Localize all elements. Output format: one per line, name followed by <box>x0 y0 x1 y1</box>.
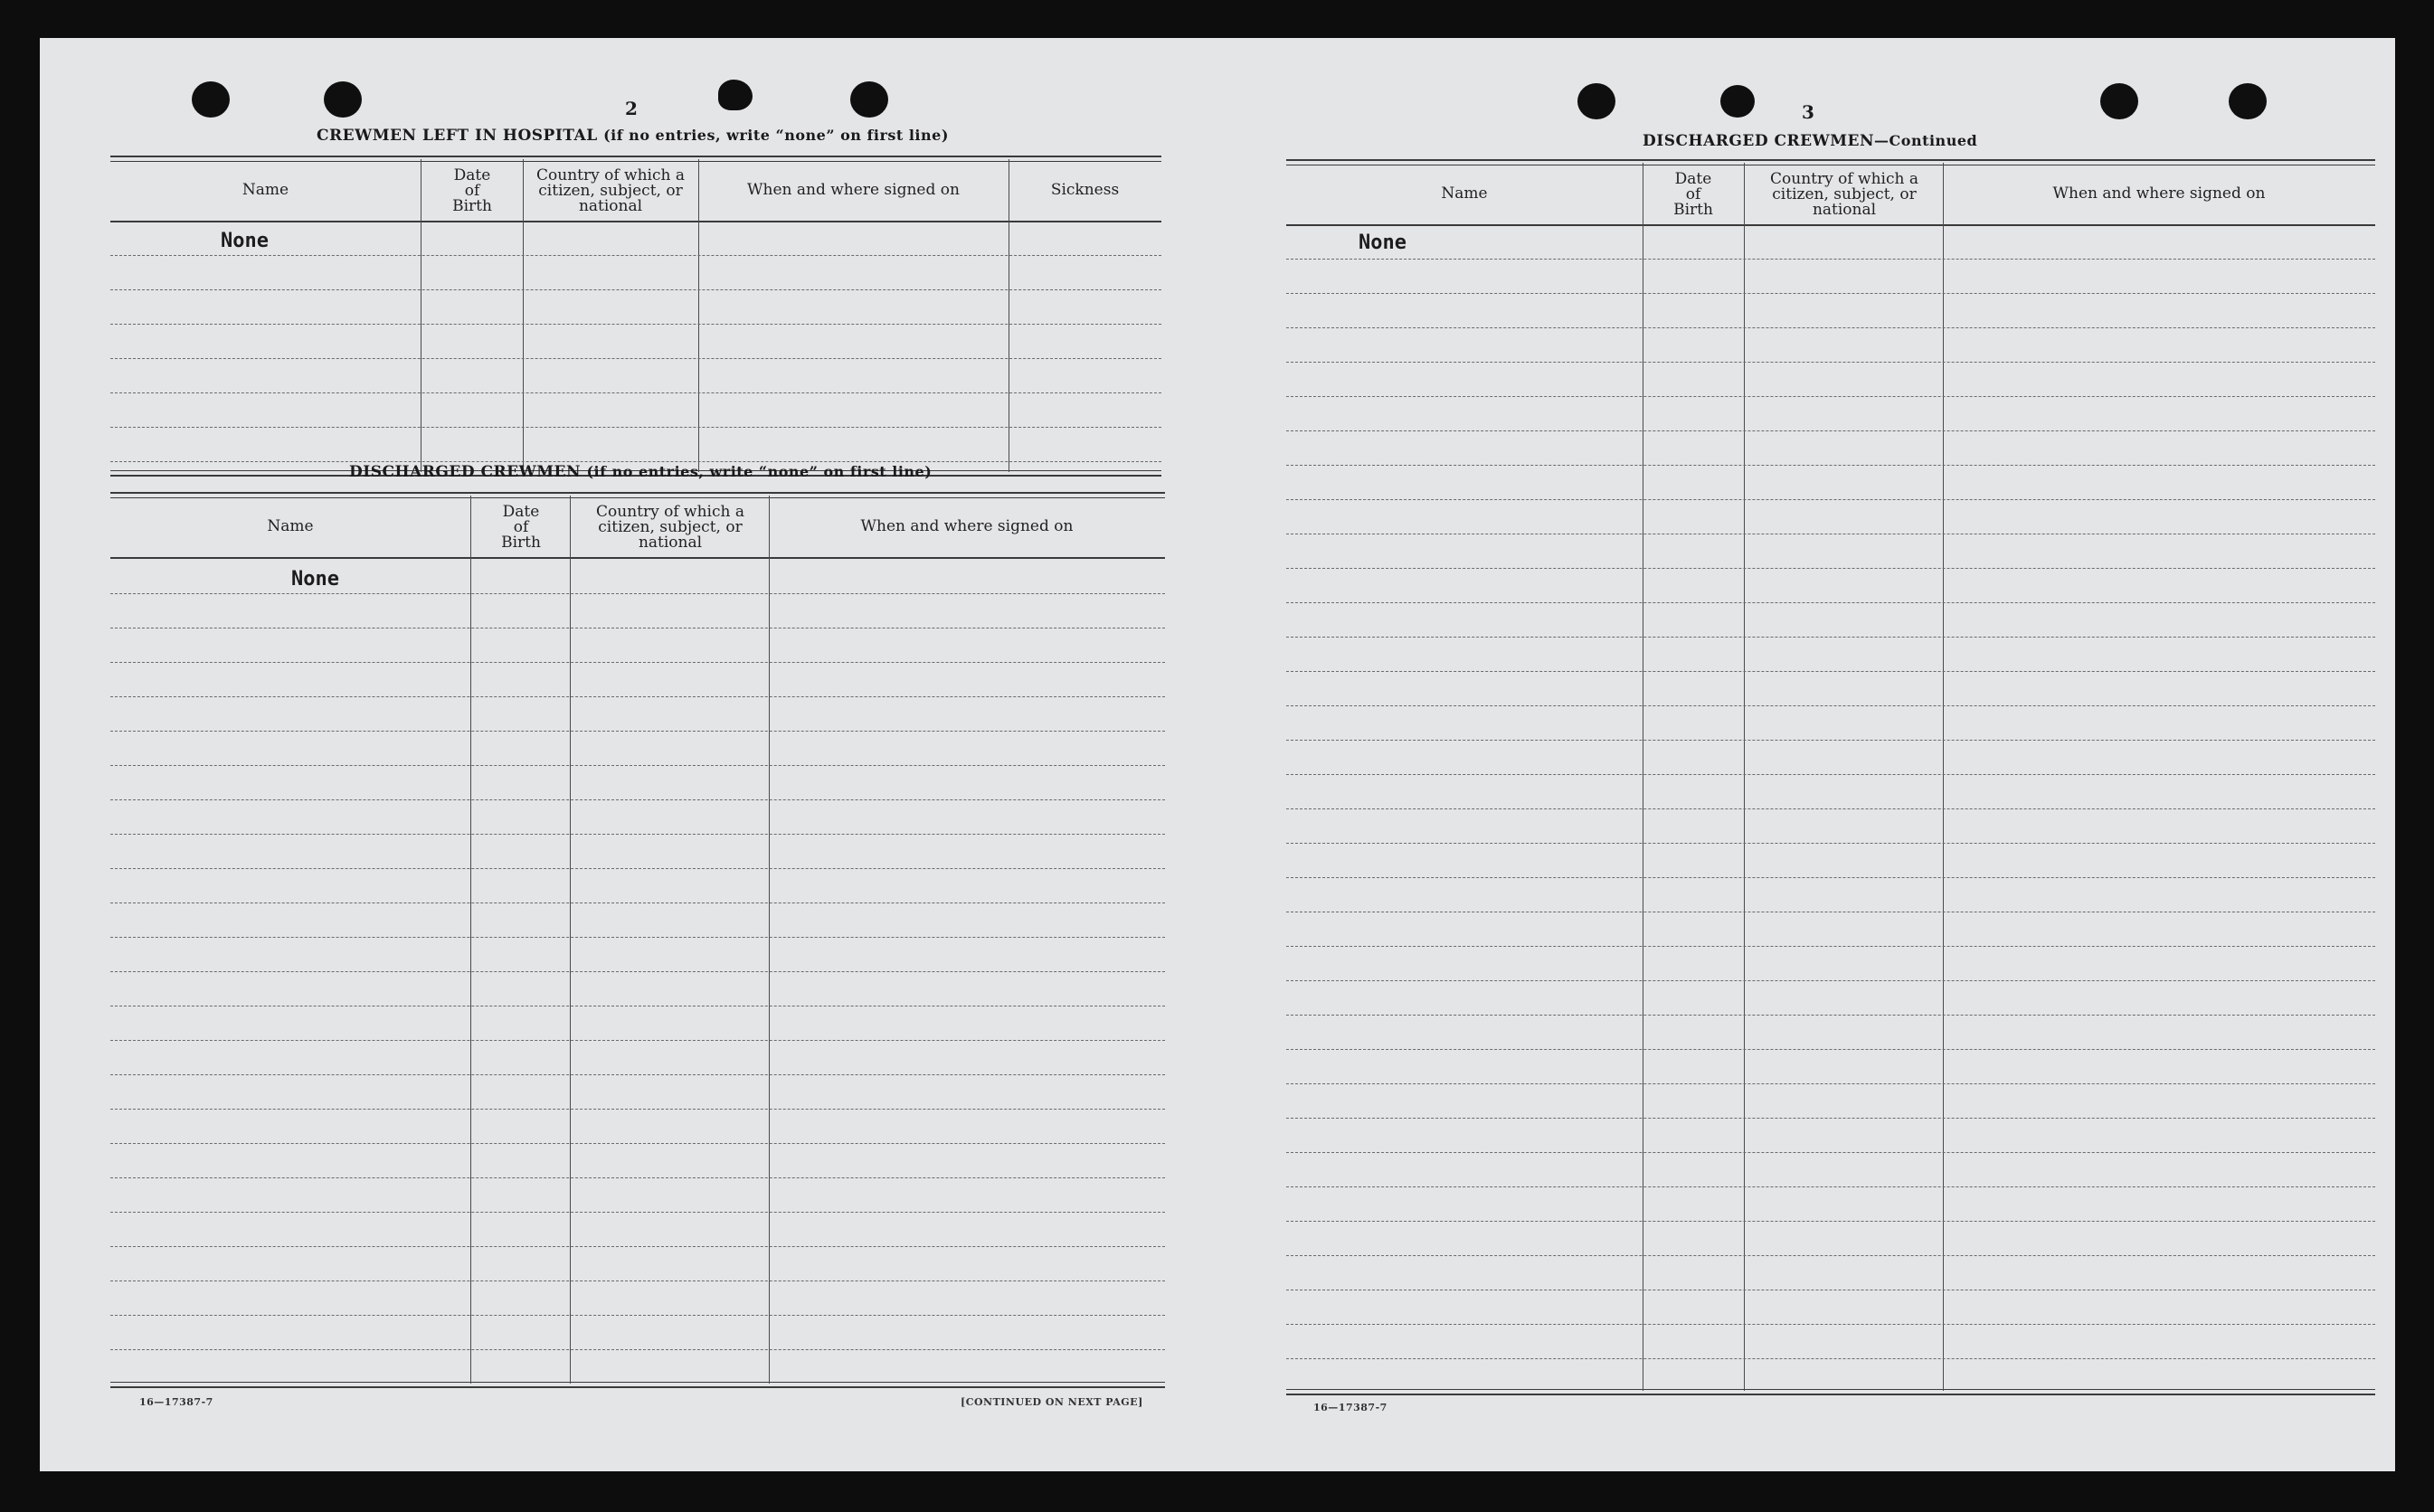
col-header-when-where: When and where signed on <box>747 180 960 199</box>
col-header-name: Name <box>1441 184 1488 203</box>
discharged-section-title <box>349 463 932 481</box>
continued-note: [CONTINUED ON NEXT PAGE] <box>961 1396 1143 1408</box>
col-header-sickness: Sickness <box>1050 180 1120 199</box>
page-number-right: 3 <box>1802 101 1814 123</box>
discharged-continued-entry-none: None <box>1359 232 1406 254</box>
punch-hole <box>2100 83 2138 119</box>
col-header-country: Country of which a citizen, subject, or national <box>1770 169 1918 219</box>
continued-label: —Continued <box>1874 132 1978 149</box>
hospital-table <box>110 156 1161 474</box>
discharged-title-text: DISCHARGED CREWMEN <box>349 463 582 481</box>
hospital-section-title <box>317 127 949 145</box>
discharged-entry-none: None <box>291 568 339 591</box>
col-header-date-of-birth: Date of Birth <box>1673 169 1713 219</box>
form-sheet <box>40 38 2395 1471</box>
hospital-title-instructions: (if no entries, write “none” on first line) <box>603 127 949 144</box>
punch-hole <box>192 81 230 118</box>
col-header-date-of-birth: Date of Birth <box>501 502 541 552</box>
punch-hole <box>2229 83 2267 119</box>
discharged-table-left <box>110 492 1165 1387</box>
discharged-table-right <box>1286 159 2375 1396</box>
col-header-country: Country of which a citizen, subject, or national <box>596 502 744 552</box>
form-number-right: 16—17387-7 <box>1313 1402 1387 1413</box>
discharged-continued-title <box>1643 132 1977 150</box>
discharged-continued-title-text: DISCHARGED CREWMEN <box>1643 132 1875 150</box>
punch-hole <box>850 81 888 118</box>
punch-hole <box>324 81 362 118</box>
punch-hole <box>1577 83 1615 119</box>
punch-hole <box>718 80 753 110</box>
hospital-title-text: CREWMEN LEFT IN HOSPITAL <box>317 127 598 145</box>
col-header-country: Country of which a citizen, subject, or national <box>536 165 685 215</box>
col-header-name: Name <box>267 516 314 535</box>
hospital-entry-none: None <box>221 230 269 252</box>
discharged-title-instructions: (if no entries, write “none” on first line) <box>586 463 933 480</box>
col-header-when-where: When and where signed on <box>2052 184 2266 203</box>
col-header-when-where: When and where signed on <box>860 516 1074 535</box>
col-header-date-of-birth: Date of Birth <box>452 165 492 215</box>
punch-hole <box>1720 85 1755 118</box>
form-number-left: 16—17387-7 <box>139 1396 213 1408</box>
page-number-left: 2 <box>625 98 638 119</box>
col-header-name: Name <box>242 180 289 199</box>
